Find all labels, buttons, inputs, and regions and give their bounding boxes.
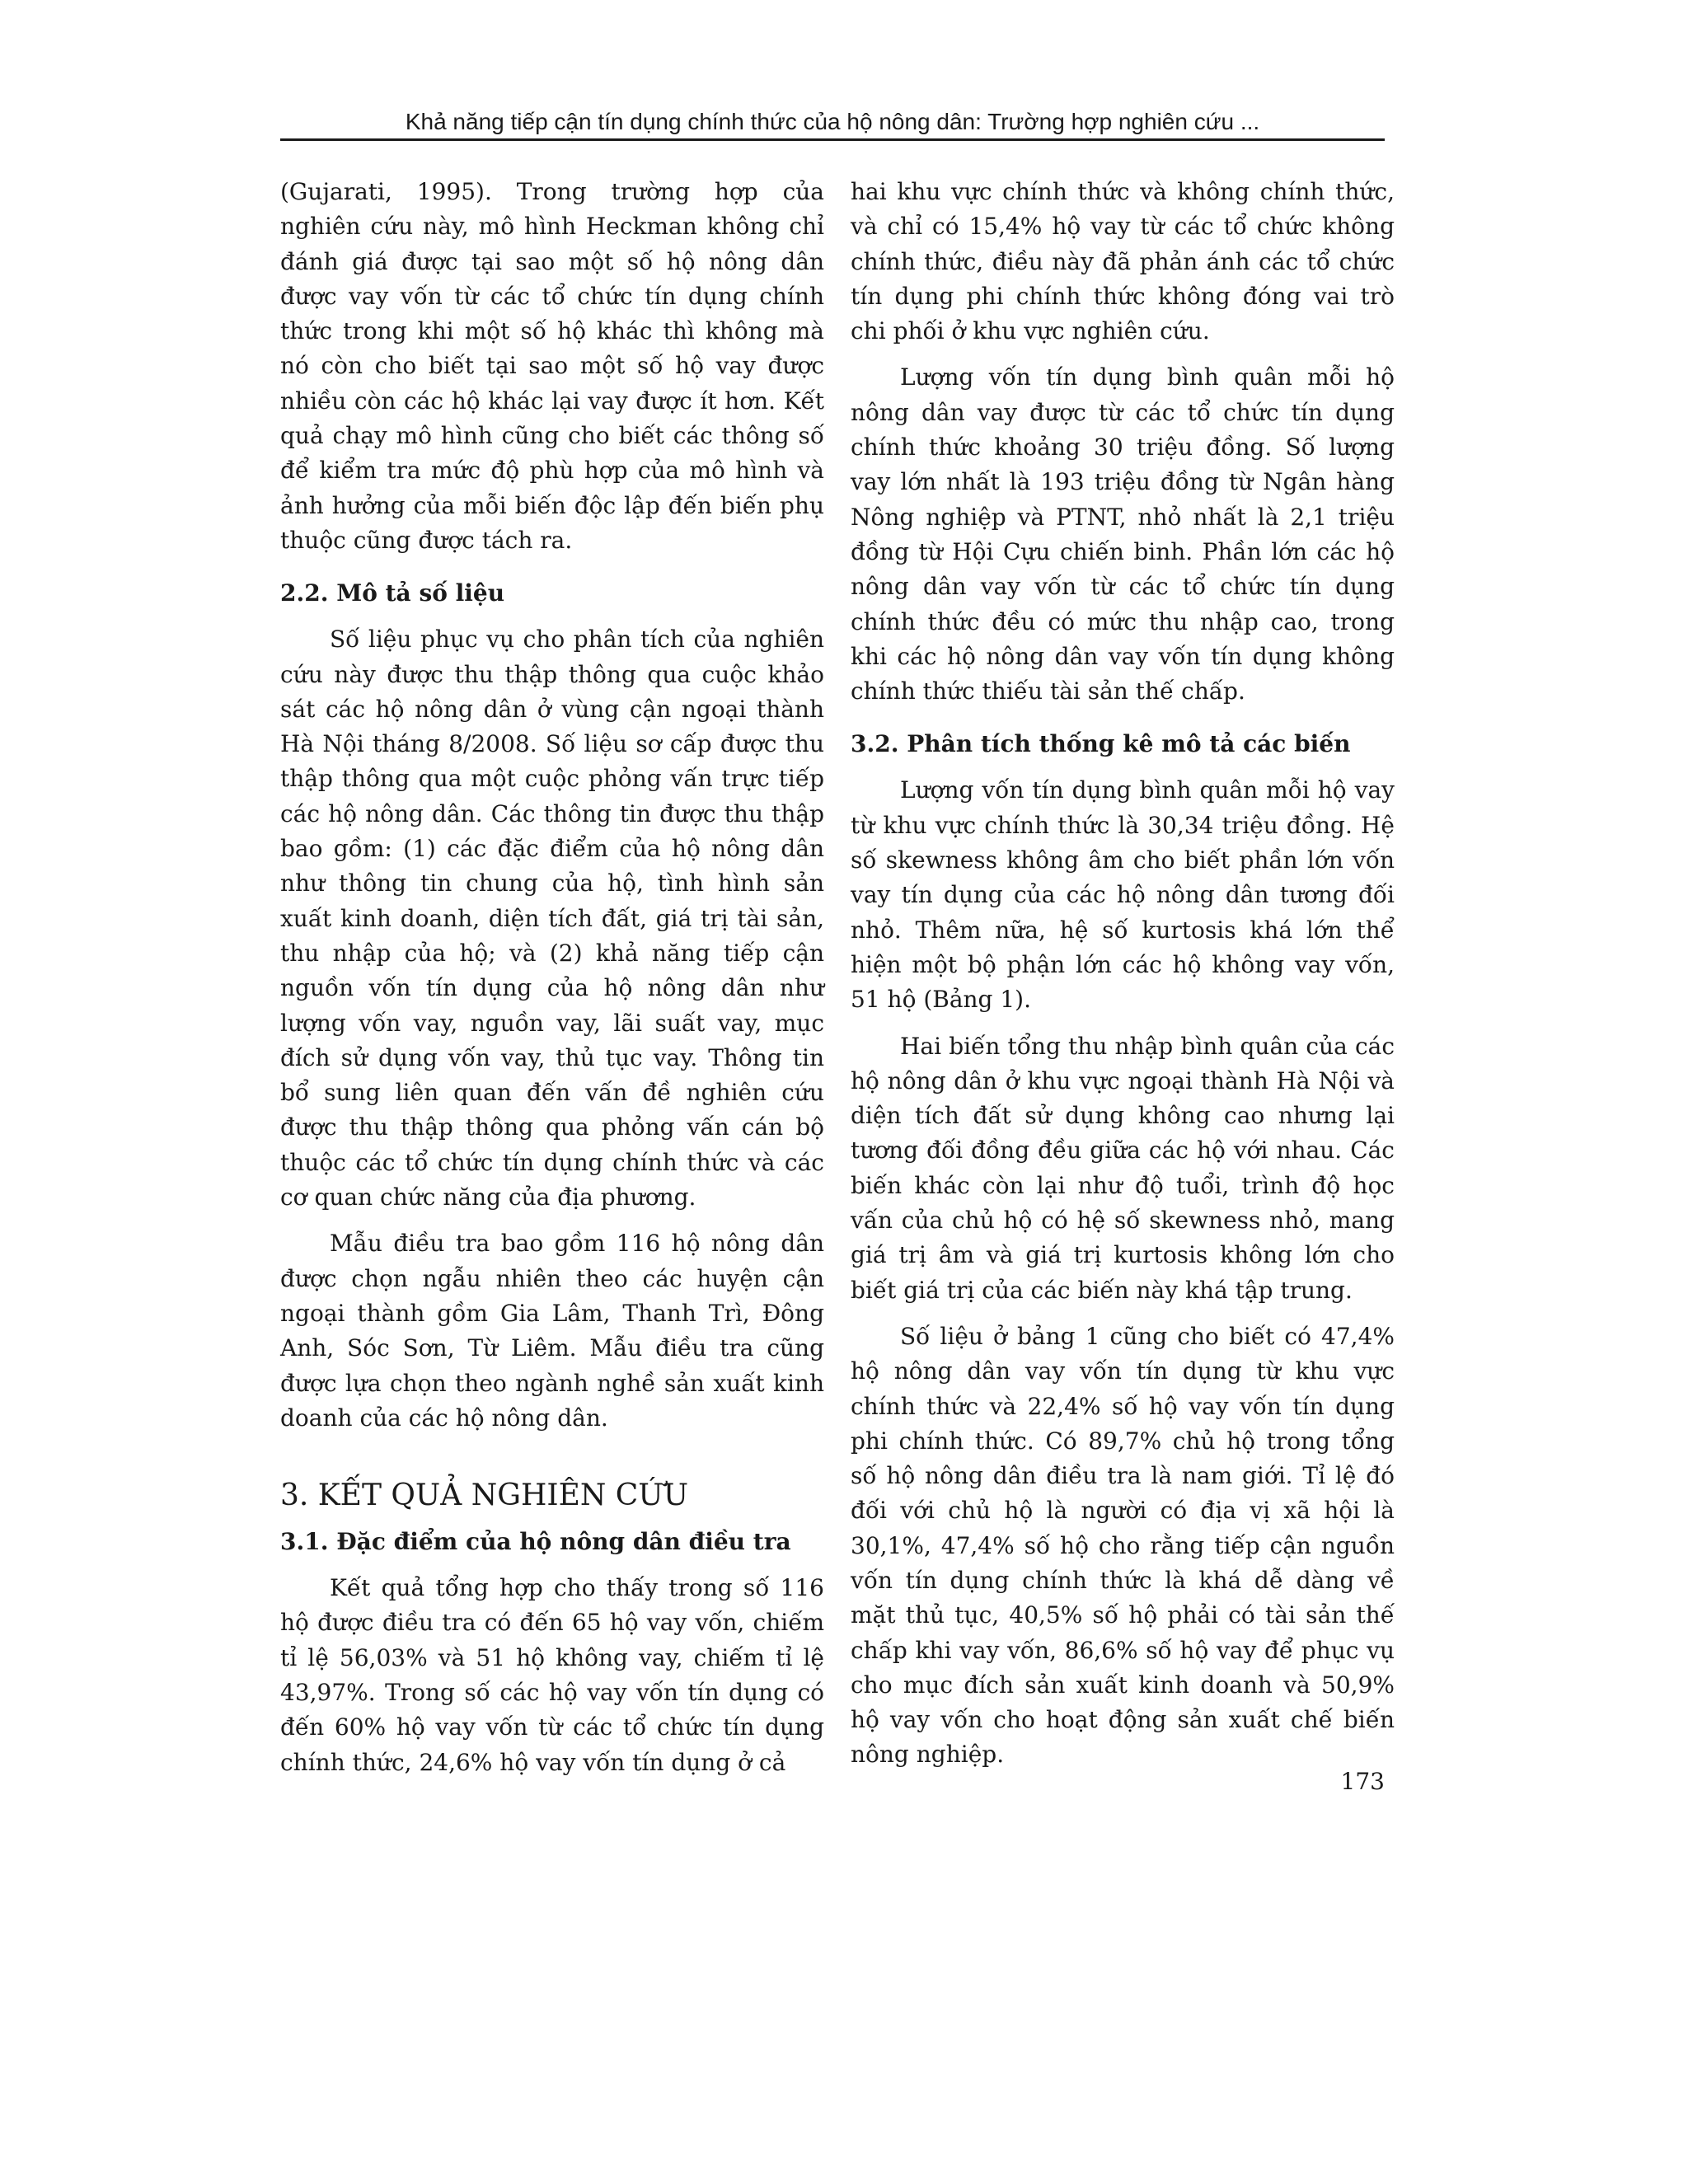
paragraph-loan-amount: Lượng vốn tín dụng bình quân mỗi hộ nông dân vay được từ các tổ chức tín dụng chính thức khoảng 30 triệu đồng. Số lượng vay lớn nhất là 193 triệu đồng từ Ngân hàng Nông nghiệp và PTNT, nhỏ nhất là 2,1 triệu đồng từ Hội Cựu chiến binh. Phần lớn các hộ nông dân vay vốn từ các tổ chức tín dụng chính thức đều có mức thu nhập cao, trong khi các hộ nông dân vay vốn tín dụng không chính thức thiếu tài sản thế chấp. [851,363,1395,705]
paragraph-table-1-stats: Số liệu ở bảng 1 cũng cho biết có 47,4% hộ nông dân vay vốn tín dụng từ khu vực chính thức và 22,4% số hộ vay vốn tín dụng phi chính thức. Có 89,7% chủ hộ trong tổng số hộ nông dân điều tra là nam giới. Tỉ lệ đó đối với chủ hộ là người có địa vị xã hội là 30,1%, 47,4% số hộ cho rằng tiếp cận nguồn vốn tín dụng chính thức là khá dễ dàng về mặt thủ tục, 40,5% số hộ phải có tài sản thế chấp khi vay vốn, 86,6% số hộ vay để phục vụ cho mục đích sản xuất kinh doanh và 50,9% hộ vay vốn cho hoạt động sản xuất chế biến nông nghiệp. [851,1322,1395,1769]
right-column [851,175,1395,1773]
header-rule [280,138,1385,141]
paragraph-income-land: Hai biến tổng thu nhập bình quân của các hộ nông dân ở khu vực ngoại thành Hà Nội và diện tích đất sử dụng không cao nhưng lại tương đối đồng đều giữa các hộ với nhau. Các biến khác còn lại như độ tuổi, trình độ học vấn của chủ hộ có hệ số skewness nhỏ, mang giá trị âm và giá trị kurtosis không lớn cho biết giá trị của các biến này khá tập trung. [851,1032,1395,1304]
running-header: Khả năng tiếp cận tín dụng chính thức của hộ nông dân: Trường hợp nghiên cứu ... [405,109,1260,134]
paragraph-skewness: Lượng vốn tín dụng bình quân mỗi hộ vay từ khu vực chính thức là 30,34 triệu đồng. Hệ số skewness không âm cho biết phần lớn vốn vay tín dụng của các hộ nông dân tương đối nhỏ. Thêm nữa, hệ số kurtosis khá lớn thể hiện một bộ phận lớn các hộ không vay vốn, 51 hộ (Bảng 1). [851,776,1395,1014]
paragraph-data-source: Số liệu phục vụ cho phân tích của nghiên cứu này được thu thập thông qua cuộc khảo sát các hộ nông dân ở vùng cận ngoại thành Hà Nội tháng 8/2008. Số liệu sơ cấp được thu thập thông qua một cuộc phỏng vấn trực tiếp các hộ nông dân. Các thông tin được thu thập bao gồm: (1) các đặc điểm của hộ nông dân như thông tin chung của hộ, tình hình sản xuất kinh doanh, diện tích đất, giá trị tài sản, thu nhập của hộ; và (2) khả năng tiếp cận nguồn vốn tín dụng của hộ nông dân như lượng vốn vay, nguồn vay, lãi suất vay, mục đích sử dụng vốn vay, thủ tục vay. Thông tin bổ sung liên quan đến vấn đề nghiên cứu được thu thập thông qua phỏng vấn cán bộ thuộc các tổ chức tín dụng chính thức và các cơ quan chức năng của địa phương. [280,626,824,1212]
paragraph-sample: Mẫu điều tra bao gồm 116 hộ nông dân được chọn ngẫu nhiên theo các huyện cận ngoại thành gồm Gia Lâm, Thanh Trì, Đông Anh, Sóc Sơn, Từ Liêm. Mẫu điều tra cũng được lựa chọn theo ngành nghề sản xuất kinh doanh của các hộ nông dân. [280,1230,824,1432]
paragraph-household-summary: Kết quả tổng hợp cho thấy trong số 116 hộ được điều tra có đến 65 hộ vay vốn, chiếm tỉ lệ 56,03% và 51 hộ không vay, chiếm tỉ lệ 43,97%. Trong số các hộ vay vốn tín dụng có đến 60% hộ vay vốn từ các tổ chức tín dụng chính thức, 24,6% hộ vay vốn tín dụng ở cả [280,1574,824,1776]
heading-3-results: 3. KẾT QUẢ NGHIÊN CỨU [280,1479,689,1513]
page-number: 173 [1340,1768,1385,1795]
left-column [280,175,824,1780]
heading-3-1: 3.1. Đặc điểm của hộ nông dân điều tra [280,1528,791,1556]
paragraph-intro: (Gujarati, 1995). Trong trường hợp của nghiên cứu này, mô hình Heckman không chỉ đánh giá được tại sao một số hộ nông dân được vay vốn từ các tổ chức tín dụng chính thức trong khi một số hộ khác thì không mà nó còn cho biết tại sao một số hộ vay được nhiều còn các hộ khác lại vay được ít hơn. Kết quả chạy mô hình cũng cho biết các thông số để kiểm tra mức độ phù hợp của mô hình và ảnh hưởng của mỗi biến độc lập đến biến phụ thuộc cũng được tách ra. [280,178,824,554]
heading-2-2: 2.2. Mô tả số liệu [280,579,505,607]
paragraph-continued: hai khu vực chính thức và không chính thức, và chỉ có 15,4% hộ vay từ các tổ chức không chính thức, điều này đã phản ánh các tổ chức tín dụng phi chính thức không đóng vai trò chi phối ở khu vực nghiên cứu. [851,178,1395,345]
heading-3-2: 3.2. Phân tích thống kê mô tả các biến [851,730,1351,758]
